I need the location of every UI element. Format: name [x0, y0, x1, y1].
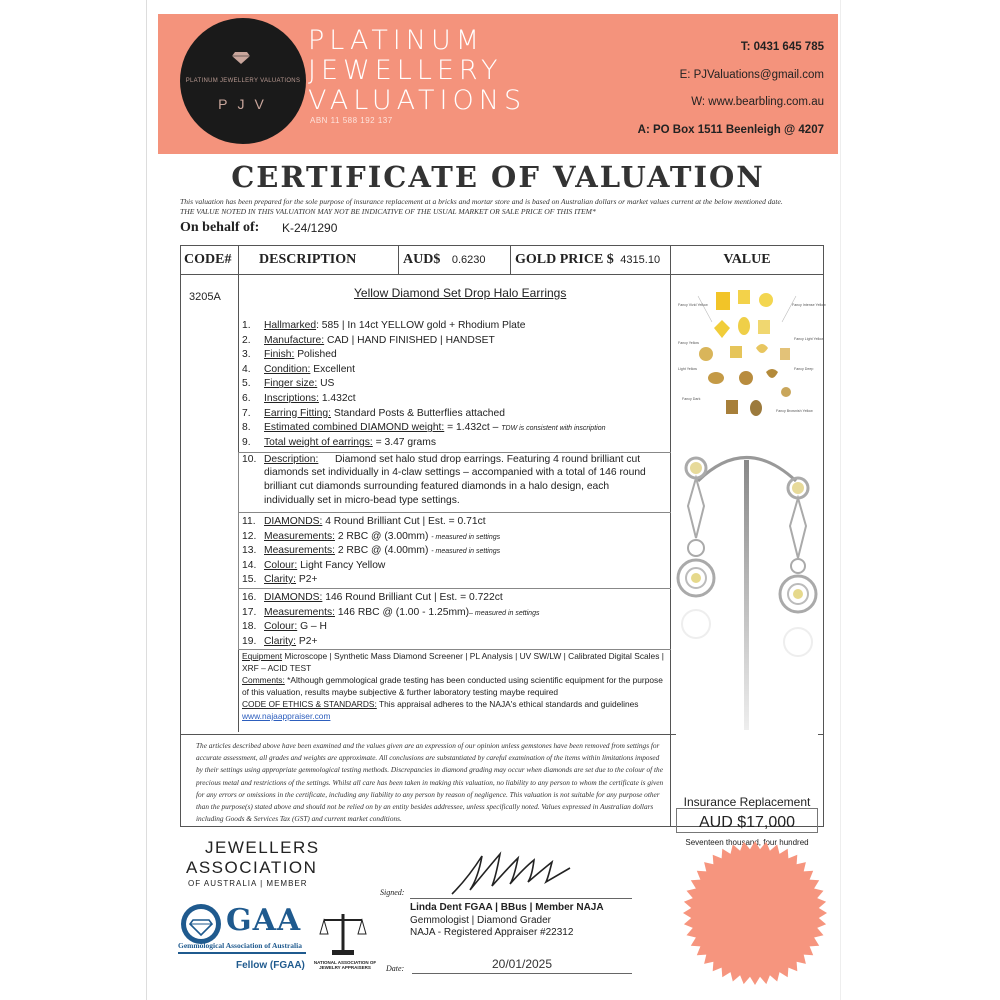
stone-shape	[750, 400, 762, 416]
item-value: 1.432ct	[318, 393, 356, 404]
contact-phone: T: 0431 645 785	[740, 41, 824, 53]
ja-member-line: OF AUSTRALIA | MEMBER	[188, 879, 308, 888]
description-header: DESCRIPTION	[239, 246, 399, 274]
divider	[181, 274, 823, 275]
item-label: Total weight of earrings:	[264, 436, 373, 448]
abn-number: ABN 11 588 192 137	[310, 116, 393, 125]
earring-photo	[676, 446, 818, 746]
item-label: Inscriptions:	[264, 393, 319, 404]
ja-line: ASSOCIATION	[186, 858, 318, 877]
brand-line: PLATINUM	[308, 25, 485, 56]
list-item	[242, 559, 385, 573]
divider	[178, 952, 306, 954]
item-value: Polished	[294, 349, 337, 361]
stone-shape	[758, 320, 770, 334]
item-number: 8.	[242, 422, 251, 434]
list-item	[242, 407, 505, 421]
signed-label: Signed:	[380, 888, 405, 897]
chart-label: Fancy Vivid Yellow	[678, 303, 708, 307]
contact-address: A: PO Box 1511 Beenleigh @ 4207	[637, 124, 824, 136]
item-label: DIAMONDS:	[264, 516, 323, 527]
list-item	[242, 620, 327, 634]
naja-name: NATIONAL ASSOCIATION OF JEWELRY APPRAISERS	[313, 960, 377, 970]
item-value: P2+	[296, 574, 318, 586]
gaa-logo-text: GAA	[226, 903, 302, 938]
stone-shape	[699, 347, 713, 361]
item-label: Finger size:	[264, 378, 318, 390]
gold-label: GOLD PRICE $	[515, 252, 614, 267]
item-code: 3205A	[189, 291, 221, 303]
item-note: - measured in settings	[431, 548, 501, 556]
item-label: Description:	[264, 454, 319, 465]
seal-starburst	[683, 841, 827, 985]
chart-label: Fancy Intense Yellow	[792, 303, 826, 307]
stone-shape	[738, 317, 750, 335]
ethics-value: This appraisal adheres to the NAJA's ethical standards and guidelines	[376, 699, 639, 709]
disclaimer-line: THE VALUE NOTED IN THIS VALUATION MAY NOT BE INDICATIVE OF THE USUAL MARKET OR SALE PRICE OF THIS ITEM*	[180, 207, 596, 216]
comments-value: *Although gemmological grade testing has been conducted using scientific equipment for the purpose of this valuation, results maybe subjective & further laboratory testing maybe required	[242, 675, 663, 697]
item-label: DIAMONDS:	[264, 592, 323, 603]
appraiser-registration: NAJA - Registered Appraiser #22312	[410, 927, 574, 938]
equipment-value: Microscope | Synthetic Mass Diamond Screener | PL Analysis | UV SW/LW | Calibrated Digital Scales | XRF – ACID TEST	[242, 651, 664, 673]
chart-label: Light Yellow	[678, 367, 697, 371]
equipment-text	[242, 650, 667, 674]
on-behalf-value: K-24/1290	[282, 221, 338, 235]
list-item	[242, 377, 334, 391]
list-item	[242, 436, 436, 450]
item-value: 2 RBC @ (4.00mm)	[334, 545, 432, 557]
item-note: TDW is consistent with inscription	[501, 425, 606, 433]
stone-shape	[780, 348, 790, 360]
item-value: = 1.432ct –	[444, 422, 502, 434]
list-item	[242, 544, 500, 558]
stone-shape	[759, 293, 773, 307]
item-value: Light Fancy Yellow	[297, 559, 386, 571]
item-value: 2 RBC @ (3.00mm)	[334, 530, 432, 542]
item-number: 2.	[242, 334, 251, 346]
item-value: : 585 | In 14ct YELLOW gold + Rhodium Plate	[316, 320, 526, 331]
item-label: Hallmarked	[264, 320, 317, 331]
chart-label: Fancy Yellow	[678, 341, 699, 345]
item-value: 4 Round Brilliant Cut | Est. = 0.71ct	[322, 516, 486, 527]
item-label: Colour:	[264, 621, 298, 633]
aud-value: 0.6230	[451, 254, 486, 266]
item-label: Earring Fitting:	[264, 407, 331, 419]
item-number: 5.	[242, 378, 251, 390]
item-value: 146 Round Brilliant Cut | Est. = 0.722ct	[322, 592, 503, 603]
comments-text	[242, 674, 667, 698]
display-stand	[744, 460, 749, 730]
stone-shape	[730, 346, 742, 358]
item-label: Estimated combined DIAMOND weight:	[264, 422, 445, 434]
list-item	[242, 573, 318, 587]
brand-name	[308, 26, 526, 116]
list-item	[242, 319, 525, 333]
logo-text: PLATINUM JEWELLERY VALUATIONS	[185, 78, 301, 84]
gaa-emblem-icon	[180, 903, 222, 945]
chart-label: Fancy Brownish Yellow	[776, 409, 813, 413]
signature-line	[410, 898, 632, 899]
value-header: VALUE	[723, 252, 771, 267]
aud-label: AUD$	[403, 252, 441, 267]
stone-shape	[726, 400, 738, 414]
stone-shape	[781, 387, 791, 397]
stone-shape	[739, 371, 753, 385]
item-number: 4.	[242, 363, 251, 375]
appraiser-role: Gemmologist | Diamond Grader	[410, 915, 551, 926]
brand-line: JEWELLERY	[308, 55, 503, 86]
stone-shape	[708, 372, 724, 384]
gold-price-header	[511, 246, 671, 274]
comments-label: Comments:	[242, 675, 285, 685]
gold-value: 4315.10	[620, 254, 661, 266]
date-label: Date:	[386, 964, 405, 973]
insurance-value-words: Seventeen thousand, four hundred	[685, 838, 809, 847]
chart-label: Fancy Deep	[794, 367, 814, 371]
item-label: Clarity:	[264, 635, 297, 647]
certification-seal	[680, 838, 830, 988]
item-number: 11.	[242, 516, 256, 527]
equipment-label: Equipment	[242, 651, 283, 661]
fellow-text: Fellow (FGAA)	[236, 960, 305, 971]
list-item	[242, 348, 337, 362]
list-item	[242, 421, 606, 435]
item-number: 9.	[242, 436, 251, 448]
scales-of-justice-icon	[318, 910, 368, 958]
item-number: 15.	[242, 574, 257, 586]
aud-header	[399, 246, 511, 274]
logo-monogram: PJV	[218, 96, 274, 112]
item-number: 3.	[242, 349, 251, 361]
item-label: Clarity:	[264, 574, 297, 586]
item-label: Colour:	[264, 559, 298, 571]
pjv-logo	[180, 18, 306, 144]
item-number: 10.	[242, 454, 257, 465]
chart-label: Fancy Light Yellow	[794, 337, 824, 341]
letterhead-banner	[158, 14, 838, 154]
item-note: – measured in settings	[469, 609, 540, 617]
list-item	[242, 591, 503, 605]
item-number: 6.	[242, 393, 251, 404]
list-item	[242, 363, 355, 377]
list-item	[242, 453, 318, 466]
item-number: 17.	[242, 606, 257, 618]
item-label: Condition:	[264, 363, 311, 375]
item-number: 18.	[242, 621, 257, 633]
certificate-title: CERTIFICATE OF VALUATION	[231, 160, 765, 194]
item-value: = 3.47 grams	[372, 436, 436, 448]
item-label: Measurements:	[264, 530, 335, 542]
diamond-icon	[232, 52, 250, 64]
naja-link[interactable]: www.najaappraiser.com	[242, 711, 331, 721]
contact-email[interactable]: E: PJValuations@gmail.com	[679, 69, 824, 81]
description-line: Diamond set halo stud drop earrings. Featuring 4 round brilliant cut	[335, 454, 641, 465]
list-item	[242, 530, 500, 544]
item-label: Manufacture:	[264, 334, 325, 346]
disclaimer-line: This valuation has been prepared for the sole purpose of insurance replacement at a bricks and mortar store and is based on Australian dollars or market values current at the below mentioned date.	[180, 197, 783, 206]
ethics-label: CODE OF ETHICS & STANDARDS:	[242, 699, 377, 709]
item-value: P2+	[296, 635, 318, 647]
signature	[448, 848, 578, 898]
item-number: 1.	[242, 320, 251, 331]
item-value: US	[317, 378, 335, 390]
ethics-text	[242, 698, 667, 722]
item-number: 14.	[242, 559, 257, 571]
item-value: G – H	[297, 621, 327, 633]
brand-line: VALUATIONS	[308, 85, 527, 116]
stone-shape	[716, 292, 730, 310]
description-line: individually set in micro-bead type settings.	[264, 495, 460, 506]
item-number: 7.	[242, 407, 251, 419]
appraiser-name: Linda Dent FGAA | BBus | Member NAJA	[410, 902, 604, 913]
item-number: 16.	[242, 592, 257, 603]
stone-shape	[738, 290, 750, 304]
item-value: Excellent	[310, 363, 356, 375]
list-item	[242, 606, 539, 620]
ja-line: JEWELLERS	[205, 838, 320, 857]
code-header: CODE#	[181, 246, 239, 274]
item-note: - measured in settings	[431, 533, 501, 541]
diamond-colour-chart	[676, 282, 826, 442]
gaa-full-name: Gemmological Association of Australia	[178, 941, 302, 950]
contact-website[interactable]: W: www.bearbling.com.au	[691, 96, 824, 108]
item-value: 146 RBC @ (1.00 - 1.25mm)	[334, 606, 470, 618]
product-title: Yellow Diamond Set Drop Halo Earrings	[354, 286, 567, 300]
legal-disclaimer: The articles described above have been examined and the values given are an expression of our opinion unless gemstones have been removed from settings for accurate assessment, all grades and weights are approximate. All conclusions are substantiated by careful examination of the items within limitations imposed by their settings using appropriate gemmological testing methods. Discrepancies in diamond grading may occur when diamonds are set due to the colour of the precious metal and restrictions of the settings. Whilst all care has been taken in making this valuation, no liability to any person to whom the certificate is given for any errors or omissions in the certificate, including any liability to any person by reason of negligence. This valuation is not suitable for any purpose other than the purpose(s) stated above and should not be relied on by an entity besides addressee, unless specifically noted. Values expressed in Australian dollars including Goods & Services Tax (GST) and current market conditions.	[196, 741, 664, 824]
chart-label: Fancy Dark	[682, 397, 701, 401]
item-label: Measurements:	[264, 606, 335, 618]
list-item	[242, 392, 356, 406]
date-line	[412, 973, 632, 974]
description-line: diamonds set individually in 4-claw settings – accompanied with a total of 146 round	[264, 467, 646, 478]
item-number: 13.	[242, 545, 257, 557]
item-label: Finish:	[264, 349, 295, 361]
insurance-label: Insurance Replacement	[683, 795, 811, 809]
list-item	[242, 334, 495, 348]
on-behalf-label: On behalf of:	[180, 220, 260, 235]
description-line: brilliant cut diamonds surrounding featured diamonds in a halo design, each	[264, 481, 610, 492]
insurance-value: AUD $17,000	[698, 814, 796, 831]
item-value: CAD | HAND FINISHED | HANDSET	[324, 334, 495, 346]
date-value: 20/01/2025	[491, 957, 553, 971]
item-value: Standard Posts & Butterflies attached	[330, 407, 505, 419]
item-number: 19.	[242, 635, 257, 647]
item-label: Measurements:	[264, 545, 335, 557]
list-item	[242, 515, 486, 529]
item-number: 12.	[242, 530, 257, 542]
list-item	[242, 635, 318, 649]
